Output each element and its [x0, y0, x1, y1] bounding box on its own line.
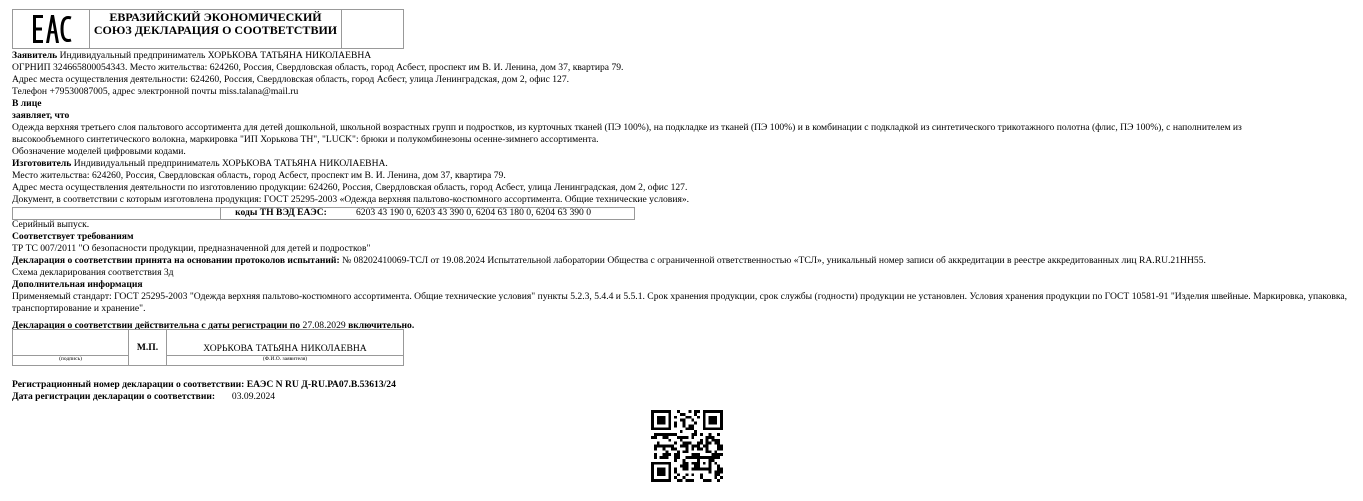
- name-cell: [167, 330, 403, 365]
- tnved-row: [12, 207, 635, 220]
- scheme: Схема декларирования соответствия 3д: [12, 267, 174, 278]
- stamp-label: М.П.: [136, 342, 159, 353]
- manufacturer-document: Документ, в соответствии с которым изготовлена продукция: ГОСТ 25295-2003 «Одежда верхняя пальтово-костюмного ассортимента. Общие технические условия».: [12, 194, 690, 205]
- additional-text: Применяемый стандарт: ГОСТ 25295-2003 "Одежда верхняя пальтово-костюмного ассортимента. Общие технические условия" пункты 5.2.3, 5.4.4 и 5.5.1. Срок хранения продукции, срок службы (годности) продукции не установлен. Условия хранения продукции по ГОСТ 10581-91 "Изделия швейные. Маркировка, упаковка, транспортирование и хранение".: [12, 291, 1348, 314]
- header-title: [90, 11, 341, 37]
- manufacturer-production-address: Адрес места осуществления деятельности по изготовлению продукции: 624260, Россия, Свердловская область, город Асбест, улица Ленинградская, дом 2, офис 127.: [12, 182, 688, 193]
- model-designation: Обозначение моделей цифровыми кодами.: [12, 146, 186, 157]
- applicant-phone: Телефон +79530087005, адрес электронной почты miss.talana@mail.ru: [12, 86, 299, 97]
- registration-date: 03.09.2024: [231, 391, 276, 402]
- regulation: ТР ТС 007/2011 "О безопасности продукции, предназначенной для детей и подростков": [12, 243, 371, 254]
- signature-caption: (подпись): [59, 356, 82, 362]
- applicant-line: [12, 50, 1357, 62]
- conforms-label: Соответствует требованиям: [12, 231, 134, 242]
- tnved-label: коды ТН ВЭД ЕАЭС:: [235, 207, 327, 218]
- registration-number-line: [12, 379, 396, 391]
- name-caption: (Ф.И.О. заявителя): [262, 356, 308, 362]
- manufacturer-label: Изготовитель: [12, 158, 72, 169]
- applicant-value: Индивидуальный предприниматель ХОРЬКОВА ТАТЬЯНА НИКОЛАЕВНА: [59, 50, 372, 61]
- signature-table: [12, 329, 404, 366]
- registration-number-label: Регистрационный номер декларации о соответствии:: [12, 379, 245, 390]
- signature-cell: [13, 330, 129, 365]
- basis-line: [12, 255, 1357, 267]
- basis-value: № 08202410069-ТСЛ от 19.08.2024 Испытательной лаборатории Общества с ограниченной ответственностью «ТСЛ», уникальный номер записи об аккредитации в реестре аккредитованных лиц RA.RU.21НН55.: [342, 255, 1206, 266]
- applicant-ogrnip: ОГРНИП 324665800054343. Место жительства: 624260, Россия, Свердловская область, город Асбест, проспект им В. И. Ленина, дом 37, квартира 79.: [12, 62, 624, 73]
- registration-date-line: [12, 391, 275, 403]
- tnved-codes: 6203 43 190 0, 6203 43 390 0, 6204 63 180 0, 6204 63 390 0: [356, 207, 592, 218]
- validity-suffix: включительно.: [348, 320, 415, 331]
- serial-release: Серийный выпуск.: [12, 219, 90, 230]
- header-title-line1: ЕВРАЗИЙСКИЙ ЭКОНОМИЧЕСКИЙ: [109, 10, 322, 24]
- document-header: [12, 9, 404, 49]
- in-person-label: В лице: [12, 98, 42, 109]
- applicant-name: ХОРЬКОВА ТАТЬЯНА НИКОЛАЕВНА: [203, 343, 367, 354]
- manufacturer-value: Индивидуальный предприниматель ХОРЬКОВА ТАТЬЯНА НИКОЛАЕВНА.: [73, 158, 388, 169]
- manufacturer-residence: Место жительства: 624260, Россия, Свердловская область, город Асбест, проспект им В. И. Ленина, дом 37, квартира 79.: [12, 170, 506, 181]
- manufacturer-line: [12, 158, 1357, 170]
- applicant-address: Адрес места осуществления деятельности: 624260, Россия, Свердловская область, город Асбест, улица Ленинградская, дом 2, офис 127.: [12, 74, 570, 85]
- tnved-empty-cell: [13, 208, 221, 219]
- eac-mark-icon: [13, 10, 89, 48]
- qr-code-icon: [651, 410, 723, 482]
- validity-date: 27.08.2029: [302, 320, 346, 331]
- declares-label: заявляет, что: [12, 110, 70, 121]
- validity-prefix: Декларация о соответствии действительна с даты регистрации по: [12, 320, 301, 331]
- basis-label: Декларация о соответствии принята на основании протоколов испытаний:: [12, 255, 340, 266]
- header-title-cell: [89, 10, 342, 48]
- applicant-label: Заявитель: [12, 50, 58, 61]
- product-description: Одежда верхняя третьего слоя пальтового ассортимента для детей дошкольной, школьной возрастных групп и подростков, из курточных тканей (ПЭ 100%), на подкладке из тканей (ПЭ 100%) и в комбинации с подкладкой из синтетического трикотажного полотна (флис, ПЭ 100%), с наполнителем из высокообъемного синтетического волокна, маркировка "ИП Хорькова ТН", "LUCK": брюки и полукомбинезоны осенне-зимнего ассортимента.: [12, 122, 1242, 145]
- stamp-cell: [129, 330, 167, 365]
- registration-date-label: Дата регистрации декларации о соответствии:: [12, 391, 216, 402]
- registration-number: ЕАЭС N RU Д-RU.РА07.В.53613/24: [246, 379, 396, 390]
- eac-logo: [13, 10, 89, 48]
- additional-label: Дополнительная информация: [12, 279, 143, 290]
- header-title-line2: СОЮЗ ДЕКЛАРАЦИЯ О СООТВЕТСТВИИ: [93, 23, 338, 37]
